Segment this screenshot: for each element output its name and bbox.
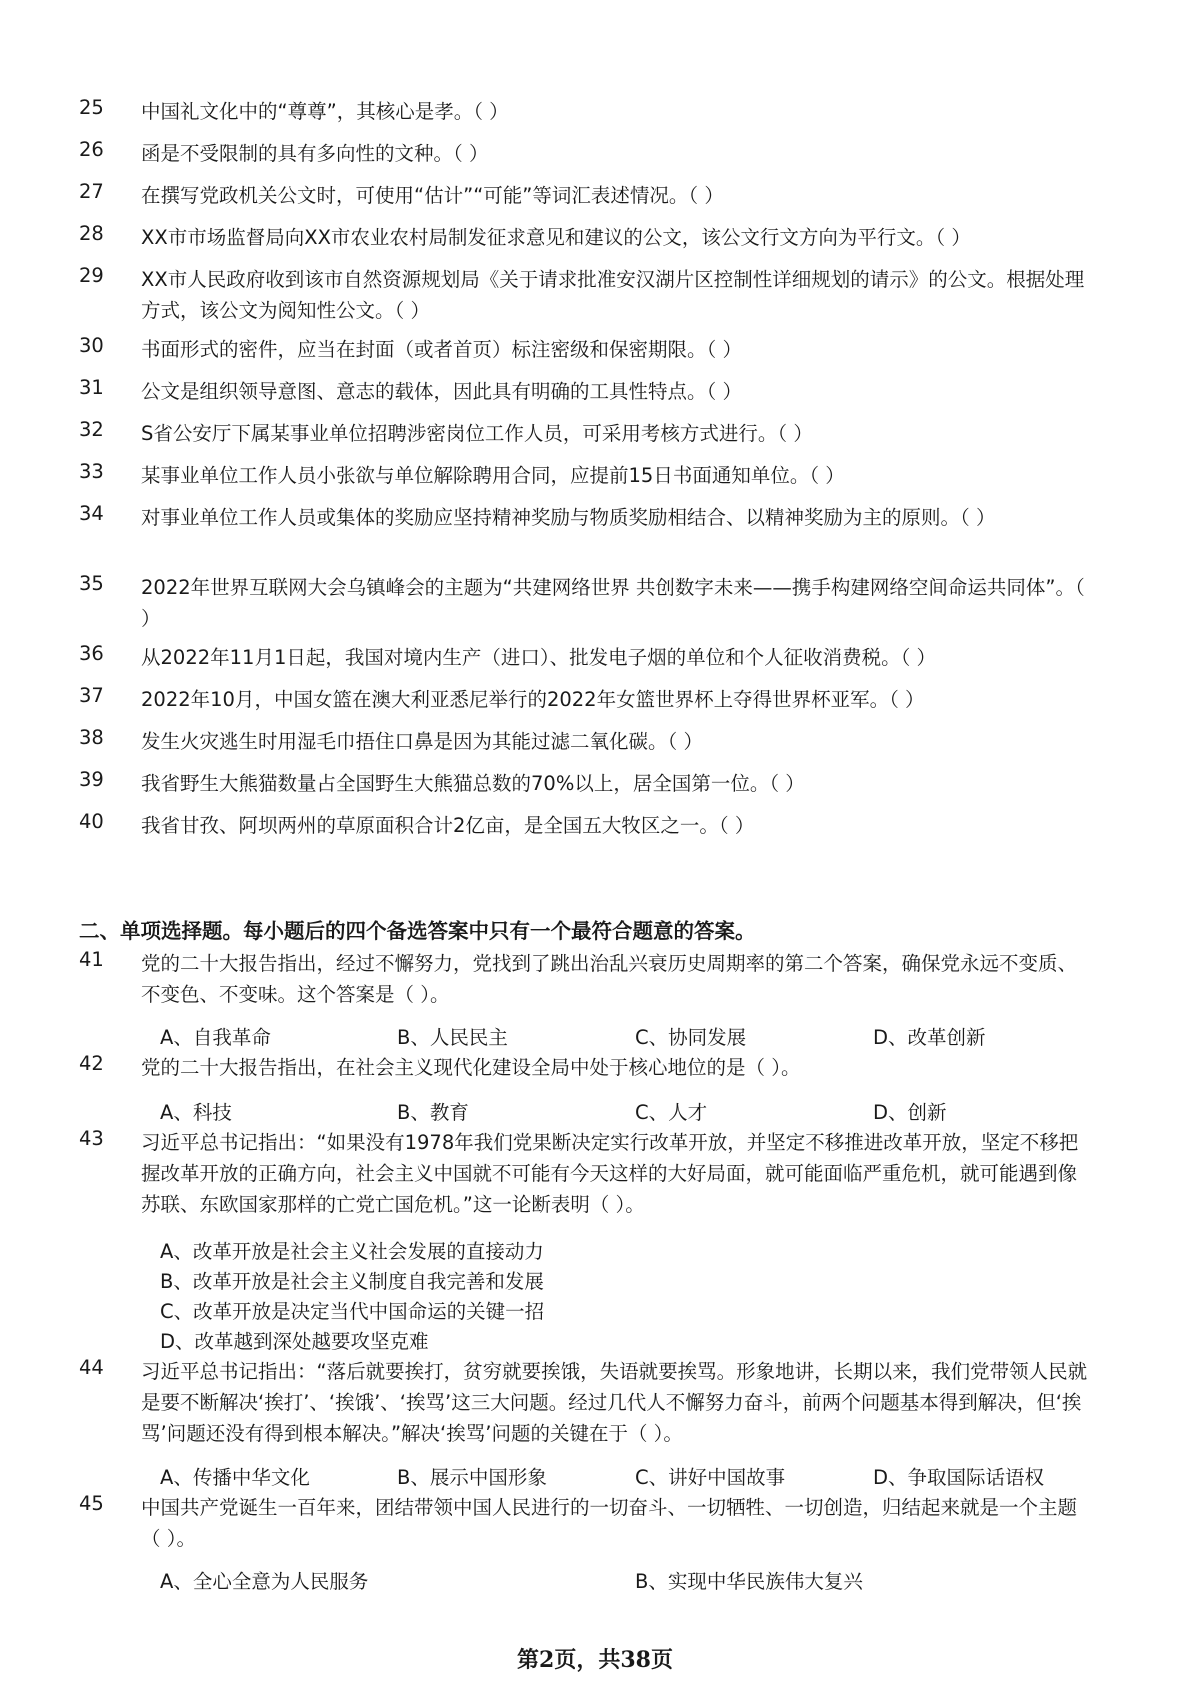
question-number: 41 <box>79 948 104 971</box>
option-d: D、争取国际话语权 <box>873 1466 1045 1489</box>
question-text: S省公安厅下属某事业单位招聘涉密岗位工作人员，可采用考核方式进行。（ ） <box>141 422 813 445</box>
option-d: D、改革创新 <box>873 1026 986 1049</box>
question-text: 我省野生大熊猫数量占全国野生大熊猫总数的70%以上，居全国第一位。（ ） <box>141 772 805 795</box>
option-a: A、全心全意为人民服务 <box>160 1570 369 1593</box>
option-c: C、改革开放是决定当代中国命运的关键一招 <box>160 1300 545 1323</box>
question-text: 发生火灾逃生时用湿毛巾捂住口鼻是因为其能过滤二氧化碳。（ ） <box>141 730 703 753</box>
section-heading: 二、单项选择题。每小题后的四个备选答案中只有一个最符合题意的答案。 <box>79 919 756 943</box>
question-number: 25 <box>79 96 104 119</box>
question-text: 书面形式的密件，应当在封面（或者首页）标注密级和保密期限。（ ） <box>141 338 742 361</box>
option-b: B、教育 <box>397 1101 469 1124</box>
question-text: 公文是组织领导意图、意志的载体，因此具有明确的工具性特点。（ ） <box>141 380 742 403</box>
option-c: C、人才 <box>635 1101 708 1124</box>
question-number: 31 <box>79 376 104 399</box>
question-number: 28 <box>79 222 104 245</box>
question-text: 我省甘孜、阿坝两州的草原面积合计2亿亩，是全国五大牧区之一。（ ） <box>141 814 755 837</box>
question-number: 43 <box>79 1127 104 1150</box>
question-number: 30 <box>79 334 104 357</box>
option-a: A、科技 <box>160 1101 232 1124</box>
question-text: 某事业单位工作人员小张欲与单位解除聘用合同，应提前15日书面通知单位。（ ） <box>141 464 845 487</box>
question-number: 32 <box>79 418 104 441</box>
options-45 <box>160 1567 1100 1597</box>
options-44 <box>160 1463 1100 1493</box>
option-b: B、实现中华民族伟大复兴 <box>635 1570 863 1593</box>
question-number: 42 <box>79 1052 104 1075</box>
option-b: B、人民民主 <box>397 1026 508 1049</box>
question-number: 35 <box>79 572 104 595</box>
options-41 <box>160 1023 1100 1053</box>
option-a: A、改革开放是社会主义社会发展的直接动力 <box>160 1240 544 1263</box>
options-43 <box>160 1237 1060 1357</box>
option-c: C、讲好中国故事 <box>635 1466 786 1489</box>
page-footer: 第2页，共38页 <box>517 1647 673 1673</box>
question-number: 34 <box>79 502 104 525</box>
option-d: D、创新 <box>873 1101 947 1124</box>
question-text: 习近平总书记指出：“落后就要挨打，贫穷就要挨饿，失语就要挨骂。形象地讲，长期以来，我们党带领人民就是要不断解决‘挨打’、‘挨饿’、‘挨骂’这三大问题。经过几代人不懈努力奋斗，前两个问题基本得到解决，但‘挨骂’问题还没有得到根本解决。”解决‘挨骂’问题的关键在于（ ）。 <box>141 1360 1088 1445</box>
question-number: 29 <box>79 264 104 287</box>
question-number: 27 <box>79 180 104 203</box>
question-number: 26 <box>79 138 104 161</box>
question-text: 党的二十大报告指出，经过不懈努力，党找到了跳出治乱兴衰历史周期率的第二个答案，确保党永远不变质、不变色、不变味。这个答案是（ ）。 <box>141 952 1078 1006</box>
question-number: 33 <box>79 460 104 483</box>
question-text: 党的二十大报告指出，在社会主义现代化建设全局中处于核心地位的是（ ）。 <box>141 1056 801 1079</box>
question-number: 36 <box>79 642 104 665</box>
question-text: 习近平总书记指出：“如果没有1978年我们党果断决定实行改革开放，并坚定不移推进改革开放，坚定不移把握改革开放的正确方向，社会主义中国就不可能有今天这样的大好局面，就可能面临严重危机，就可能遇到像苏联、东欧国家那样的亡党亡国危机。”这一论断表明（ ）。 <box>141 1131 1079 1216</box>
option-b: B、改革开放是社会主义制度自我完善和发展 <box>160 1270 544 1293</box>
question-text: 从2022年11月1日起，我国对境内生产（进口）、批发电子烟的单位和个人征收消费税。（ ） <box>141 646 937 669</box>
option-d: D、改革越到深处越要攻坚克难 <box>160 1330 429 1353</box>
question-text: 2022年10月，中国女篮在澳大利亚悉尼举行的2022年女篮世界杯上夺得世界杯亚军。（ ） <box>141 688 925 711</box>
question-number: 37 <box>79 684 104 707</box>
option-c: C、协同发展 <box>635 1026 747 1049</box>
question-text: 中国礼文化中的“尊尊”，其核心是孝。（ ） <box>141 100 509 123</box>
question-text: 中国共产党诞生一百年来，团结带领中国人民进行的一切奋斗、一切牺牲、一切创造，归结起来就是一个主题（ ）。 <box>141 1496 1078 1550</box>
question-text: 函是不受限制的具有多向性的文种。（ ） <box>141 142 489 165</box>
option-a: A、传播中华文化 <box>160 1466 310 1489</box>
question-number: 38 <box>79 726 104 749</box>
question-number: 45 <box>79 1492 104 1515</box>
question-number: 40 <box>79 810 104 833</box>
question-text: 在撰写党政机关公文时，可使用“估计”“可能”等词汇表述情况。（ ） <box>141 184 724 207</box>
options-42 <box>160 1098 1100 1128</box>
option-a: A、自我革命 <box>160 1026 271 1049</box>
question-text: XX市市场监督局向XX市农业农村局制发征求意见和建议的公文，该公文行文方向为平行文。（ ） <box>141 226 971 249</box>
question-number: 39 <box>79 768 104 791</box>
question-number: 44 <box>79 1356 104 1379</box>
option-b: B、展示中国形象 <box>397 1466 547 1489</box>
question-text: 2022年世界互联网大会乌镇峰会的主题为“共建网络世界 共创数字未来——携手构建网络空间命运共同体”。（ ） <box>141 576 1085 630</box>
question-text: 对事业单位工作人员或集体的奖励应坚持精神奖励与物质奖励相结合、以精神奖励为主的原则。（ ） <box>141 506 996 529</box>
question-text: XX市人民政府收到该市自然资源规划局《关于请求批准安汉湖片区控制性详细规划的请示》的公文。根据处理方式，该公文为阅知性公文。（ ） <box>141 268 1085 322</box>
